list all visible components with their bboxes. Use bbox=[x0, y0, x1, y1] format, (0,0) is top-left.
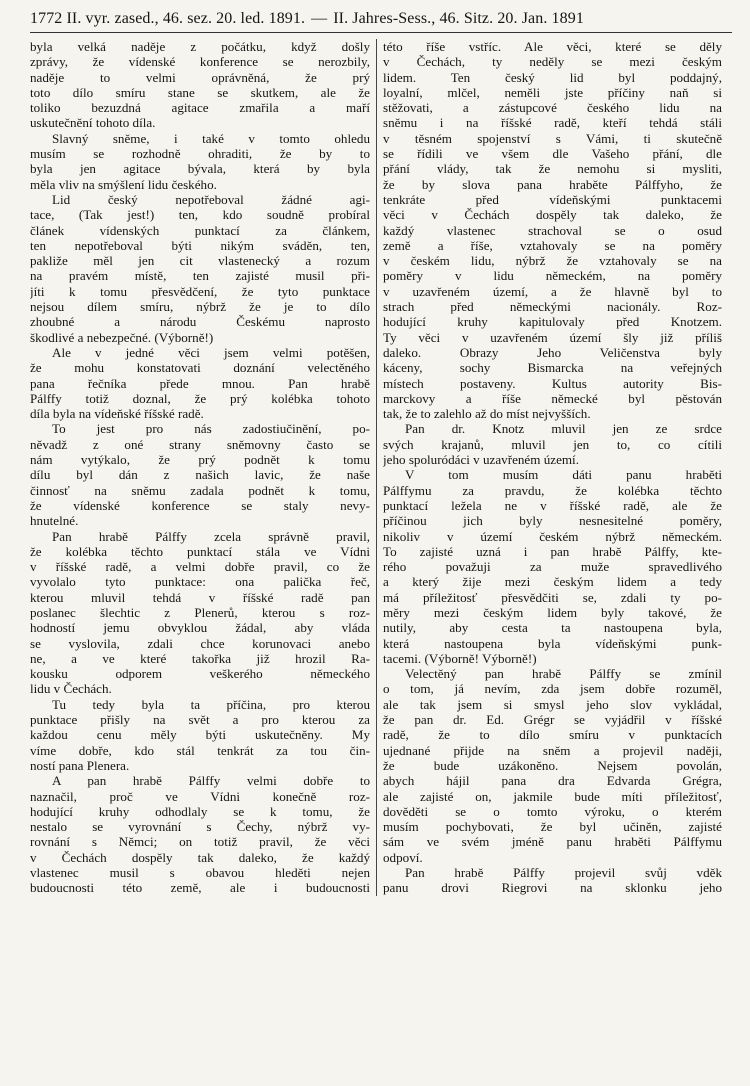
text-line: punktace přišly na svět a pro kterou za bbox=[30, 712, 370, 728]
text-line: přání vlády, tak že nemohu si mysliti, bbox=[383, 161, 722, 177]
text-line: marckovy a říše německé byl pěstován bbox=[383, 390, 722, 406]
text-line: věci v Čechách dospěly tak daleko, že bbox=[383, 207, 722, 223]
text-line: pakliže měl jen cit vlastenecký a rozum bbox=[30, 253, 370, 269]
text-line: měla vliv na smýšlení lidu českého. bbox=[30, 176, 217, 192]
text-line: sněmu i na říšské radě, kteří tehdá stáli bbox=[383, 115, 722, 131]
text-line: abych hájil pana dra Edvarda Grégra, bbox=[383, 773, 722, 789]
text-line: Lid český nepotřeboval žádné agi- bbox=[52, 191, 370, 207]
text-line: této říše vstříc. Ale věci, které se děly bbox=[383, 39, 722, 54]
text-line: hodující kruhy odhodlaly se k tomu, že bbox=[30, 803, 370, 819]
text-line: dílu byl dán z našich lavic, že naše bbox=[30, 467, 370, 483]
text-line: Pan hrabě Pálffy projevil svůj vděk bbox=[405, 865, 722, 881]
text-line: panu drovi Riegrovi na sklonku jeho bbox=[383, 880, 722, 896]
left-column bbox=[30, 39, 376, 896]
text-columns bbox=[30, 39, 732, 896]
running-header bbox=[30, 10, 732, 33]
text-line: díla byla na vídeňské říšské radě. bbox=[30, 406, 204, 422]
text-line: tenkráte před vídeňskými punktacemi bbox=[383, 191, 722, 207]
text-line: a který žije mezi českým lidem a tedy bbox=[383, 574, 722, 590]
text-line: musím se rozhodně ohraditi, že by to bbox=[30, 146, 370, 162]
text-line: sám ve svém jméně panu hraběti Pálffymu bbox=[383, 834, 722, 850]
text-line: že bude uzákoněno. Nejsem povolán, bbox=[383, 757, 722, 773]
text-line: To jest pro nás zadostiučinění, po- bbox=[52, 421, 370, 437]
text-line: kousku odporem veškerého německého bbox=[30, 666, 370, 682]
text-line: Ty věci v uzavřeném území šly již příliš bbox=[383, 329, 722, 345]
text-line: v Čechách, ty neděly se mezi českým bbox=[383, 54, 722, 70]
text-line: vyvolalo tyto punktace: ona palička řeč, bbox=[30, 574, 370, 590]
text-line: že by slova pana hraběte Pálffyho, že bbox=[383, 176, 722, 192]
text-line: má příležitosť přesvědčiti se, zdali ty po- bbox=[383, 589, 722, 605]
text-line: Tu tedy byla ta příčina, pro kterou bbox=[52, 696, 370, 712]
text-line: byla jen agitace bývala, která by byla bbox=[30, 161, 370, 177]
text-line: že vídenské konference se staly nevy- bbox=[30, 497, 370, 513]
text-line: každý vlastenec strachoval se o osud bbox=[383, 222, 722, 238]
text-line: rého považuji za muže spravedlivého bbox=[383, 559, 722, 575]
text-line: na pravém místě, ten zajisté musil při- bbox=[30, 268, 370, 284]
text-line: že pan dr. Ed. Grégr se vyjádřil v říšské bbox=[383, 712, 722, 728]
text-line: svých krajanů, mluvil jen to, co cítili bbox=[383, 436, 722, 452]
text-line: V tom musím dáti panu hraběti bbox=[405, 467, 722, 483]
text-line: tak, že to zalehlo až do míst nejvyšších. bbox=[383, 406, 591, 422]
text-line: Pan hrabě Pálffy zcela správně pravil, bbox=[52, 528, 370, 544]
text-line: ale zajisté on, jakmile bude míti příležitosť, bbox=[383, 788, 722, 804]
right-column bbox=[376, 39, 722, 896]
text-line: uskutečnění tohoto díla. bbox=[30, 115, 156, 131]
text-line: A pan hrabě Pálffy velmi dobře to bbox=[52, 773, 370, 789]
text-line: Pálffy totiž doznal, že prý kolébka tohoto bbox=[30, 390, 370, 406]
text-line: ností pana Plenera. bbox=[30, 757, 130, 773]
text-line: ten nepotřeboval býti nikým sváděn, ten, bbox=[30, 237, 370, 253]
text-line: pana řečníka přede mnou. Pan hrabě bbox=[30, 375, 370, 391]
text-line: země a říše, vztahovaly se na poměry bbox=[383, 237, 722, 253]
text-line: nám vytýkalo, že prý podnět k tomu bbox=[30, 452, 370, 468]
text-line: Ale v jedné věci jsem velmi potěšen, bbox=[52, 344, 370, 360]
text-line: ne, a ve které takořka již hrozil Ra- bbox=[30, 650, 370, 666]
text-line: Velectěný pan hrabě Pálffy se zmínil bbox=[405, 666, 722, 682]
text-line: činnosť na sněmu zadala podnět k tomu, bbox=[30, 482, 370, 498]
text-line: škodlivé a nebezpečné. (Výborně!) bbox=[30, 329, 214, 345]
text-line: toto dílo smíru stane se skutkem, ale že bbox=[30, 84, 370, 100]
header-right: II. Jahres-Sess., 46. Sitz. 20. Jan. 1891 bbox=[333, 10, 584, 27]
text-line: zprávy, že vídenské konference se nerozbily, bbox=[30, 54, 370, 70]
text-line: naznačil, proč ve Vídni konečně roz- bbox=[30, 788, 370, 804]
text-line: která nastoupena byla vídeňskými punk- bbox=[383, 635, 722, 651]
text-line: zhoubné a národu Českému naprosto bbox=[30, 314, 370, 330]
text-line: stěžovati, a zástupcové českého lidu na bbox=[383, 100, 722, 116]
text-line: rovnání s Němci; on totiž pravil, že věci bbox=[30, 834, 370, 850]
text-line: v říšské radě, a velmi dobře pravil, co že bbox=[30, 559, 370, 575]
text-line: místech postaveny. Kultus autority Bis- bbox=[383, 375, 722, 391]
text-line: musím pochybovati, že byl učiněn, zajisté bbox=[383, 819, 722, 835]
text-line: o tom, já nevím, zda jsem dobře rozuměl, bbox=[383, 681, 722, 697]
text-line: punktací ležela ne v říšské radě, ale že bbox=[383, 497, 722, 513]
text-line: naděje to velmi oprávněná, že prý bbox=[30, 69, 370, 85]
text-line: poslanec šlechtic z Plenerů, kterou s roz- bbox=[30, 604, 370, 620]
text-line: odpoví. bbox=[383, 849, 423, 865]
text-line: v českém lidu, nýbrž že vztahovaly se na bbox=[383, 253, 722, 269]
text-line: Slavný sněme, i také v tomto ohledu bbox=[52, 130, 370, 146]
text-line: lidu v Čechách. bbox=[30, 681, 112, 697]
text-line: nutily, aby cesta ta nastoupena byla, bbox=[383, 620, 722, 636]
text-line: že kolébka těchto punktací stála ve Vídni bbox=[30, 543, 370, 559]
text-line: nejsou dílem smíru, nýbrž že je to dílo bbox=[30, 299, 370, 315]
text-line: nikoliv v území českém nýbrž německém. bbox=[383, 528, 722, 544]
header-left: 1772 II. vyr. zased., 46. sez. 20. led. 1891. bbox=[30, 10, 306, 27]
text-line: strach před německými nacionály. Roz- bbox=[383, 299, 722, 315]
text-line: dověděti se o tomto výroku, o kterém bbox=[383, 803, 722, 819]
text-line: nestalo se vyrovnání s Čechy, nýbrž vy- bbox=[30, 819, 370, 835]
text-line: Pálffymu za pravdu, že kolébka těchto bbox=[383, 482, 722, 498]
text-line: hodující kruhy kapitulovaly před Knotzem. bbox=[383, 314, 722, 330]
text-line: se vyslovila, zdali chce korunovaci anebo bbox=[30, 635, 370, 651]
text-line: článek vídenských punktací za článkem, bbox=[30, 222, 370, 238]
text-line: hodností jemu obvyklou žádal, aby vláda bbox=[30, 620, 370, 636]
text-line: že mohu konstatovati doznání velectěného bbox=[30, 360, 370, 376]
text-line: poměry v lidu německém, na poměry bbox=[383, 268, 722, 284]
text-line: Pan dr. Knotz mluvil jen ze srdce bbox=[405, 421, 722, 437]
header-separator: — bbox=[311, 10, 328, 27]
text-line: tacemi. (Výborně! Výborně!) bbox=[383, 650, 537, 666]
text-line: káceny, sochy Bismarcka na veřejných bbox=[383, 360, 722, 376]
text-line: v Čechách dospěly tak daleko, že každý bbox=[30, 849, 370, 865]
text-line: příčinou jich byly nesnesitelné poměry, bbox=[383, 513, 722, 529]
text-line: něvadž z oné strany sněmovny často se bbox=[30, 436, 370, 452]
text-line: v uzavřeném území, a že hlavně byl to bbox=[383, 283, 722, 299]
text-line: daleko. Obrazy Jeho Veličenstva byly bbox=[383, 344, 722, 360]
text-line: v těsném spojenství s Vámi, ti skutečně bbox=[383, 130, 722, 146]
text-line: lidem. Ten český lid byl poddajný, bbox=[383, 69, 722, 85]
text-line: ujednané přijde na sněm a projevil naději, bbox=[383, 742, 722, 758]
text-line: budoucnosti této země, ale i budoucnosti bbox=[30, 880, 370, 896]
text-line: loyalní, mlčel, neměli jste příčiny naň si bbox=[383, 84, 722, 100]
text-line: To zajisté uzná i pan hrabě Pálffy, kte- bbox=[383, 543, 722, 559]
text-line: se řídili ve všem dle Vašeho přání, dle bbox=[383, 146, 722, 162]
text-line: tace, (Tak jest!) ten, kdo soudně probíral bbox=[30, 207, 370, 223]
text-line: každou cenu měly býti uskutečněny. My bbox=[30, 727, 370, 743]
text-line: vlastenec musil s obavou hleděti nejen bbox=[30, 865, 370, 881]
text-line: kterou mluvil tehdá v říšské radě pan bbox=[30, 589, 370, 605]
text-line: byla velká naděje z počátku, když došly bbox=[30, 39, 370, 54]
text-line: jíti k tomu přesvědčení, že tyto punktace bbox=[30, 283, 370, 299]
text-line: jeho spoluródáci v uzavřeném území. bbox=[383, 452, 579, 468]
text-line: radě, že to dílo smíru v punktacích bbox=[383, 727, 722, 743]
text-line: měry mezi českým lidem byly takové, že bbox=[383, 604, 722, 620]
text-line: toliko bezuzdná agitace zmařila a maří bbox=[30, 100, 370, 116]
text-line: víme dobře, kdo stál tenkrát za tou čin- bbox=[30, 742, 370, 758]
text-line: ale tak jsem si smysl jeho slov vykládal, bbox=[383, 696, 722, 712]
text-line: hnutelné. bbox=[30, 513, 79, 529]
